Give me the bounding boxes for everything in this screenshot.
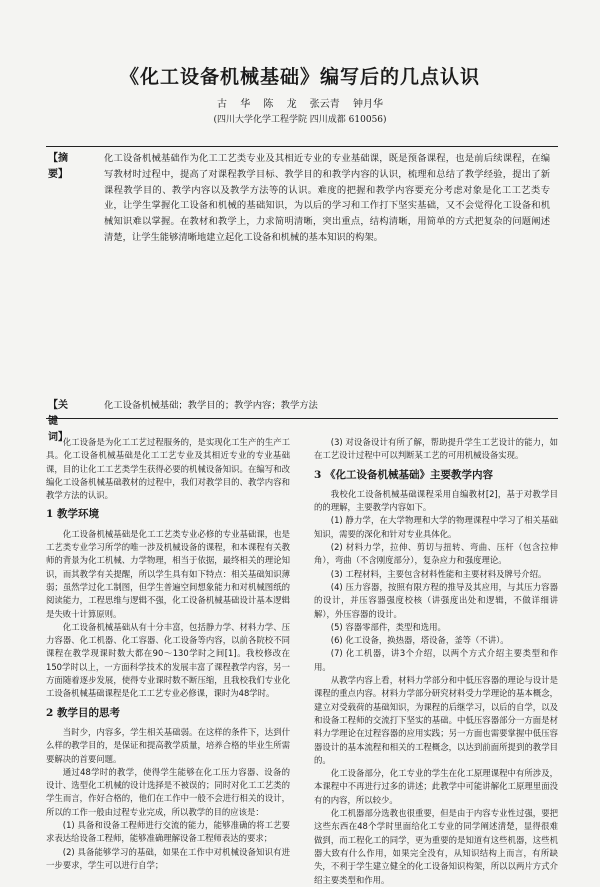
keywords-text: 化工设备机械基础；教学目的；教学内容；教学方法 <box>104 400 318 411</box>
section-3-list-item: (7) 化工机器，讲3个介绍，以两个方式介绍主要类型和作用。 <box>314 648 558 672</box>
section-3-paragraph: 从教学内容上看，材料力学部分和中低压容器的理论与设计是课程的重点内容。材料力学部分研究材料受力学理论的基本概念，建立对受载荷的基础知识，为课程的后继学习，以后的自学，以及和设备工程师的交流打下坚实的基础。中低压容器部分一方面是材料力学理论在过程容器的应用实践；另一方面也需要掌握中低压容器设计的基本流程和相关的工程概念，以达到前面所提到的教学目的。 <box>314 675 558 765</box>
intro-paragraph: 化工设备是为化工工艺过程服务的，是实现化工生产的生产工具。化工设备机械基础是化工工艺专业及其相近专业的专业基础课，目的让化工工艺类学生获得必要的机械设备知识。在编写和改编化工设备机械基础教材的过程中，我们对教学目的、教学内容和教学方法的认识。 <box>46 437 290 501</box>
section-3-paragraph: 化工设备部分，化工专业的学生在化工原理课程中有所涉及，本课程中不再进行过多的讲述；此教学中可能讲解化工原理里面没有的内容，所以较少。 <box>314 768 558 805</box>
authors: 古 华 陈 龙 张云青 钟月华 <box>217 99 383 110</box>
paper-title: 《化工设备机械基础》编写后的几点认识 <box>119 66 480 88</box>
section-3-list-item: (5) 容器零部件，类型和选用。 <box>330 621 446 632</box>
section-3-paragraph: 化工机器部分选教也很重要，但是由于内容专业性过强，要把这些东西在48个学时里面给化工专业的同学阐述清楚，显得很难做到，而工程化工的同学，更为重要的是知道有这些机器，这些机器大致有什么作用，如果完全没有，从知识结构上而言，有所缺失，不利于学生建立健全的化工设备知识构架，所以以两片方式介绍主要类型和作用。 <box>314 808 558 885</box>
abstract-label: 【摘 要】 <box>48 153 68 180</box>
section-3-list-item: (4) 压力容器，按照有限方程的推导及其应用，与其压力容器的设计，并压容器强度校核（讲强度出处和逻辑，不做详细讲解），外压容器的设计。 <box>314 581 558 619</box>
section-3-list-item: (1) 静力学，在大学物理和大学的物理课程中学习了相关基础知识，需要的深化和针对专业具体化。 <box>314 515 558 539</box>
section-2-list-item: (2) 具备能够学习的基础，如果在工作中对机械设备知识有进一步要求，学生可以进行自学； <box>46 846 290 870</box>
section-2-paragraph: 当时少，内容多，学生相关基础弱。在这样的条件下，达到什么样的教学目的，是保证和提高教学质量，培养合格的毕业生所需要解决的首要问题。 <box>46 726 290 764</box>
section-1-paragraph: 化工设备机械基础是化工工艺类专业必修的专业基础课，也是工艺类专业学习所学的唯一涉及机械设备的课程，和本课程有关教师的背景为化工机械、力学物理，相当于依据，最终相关的理论知识，而其教学有关提醒，所以学生具有如下特点：相关基础知识薄弱；虽然学过化工制图，但学生普遍空间想象能力和对机械图纸的阅读能力，工程思维与逻辑不强，化工设备机械基础设计基本逻辑是失败十计算原则。 <box>46 528 290 619</box>
affiliation: (四川大学化学工程学院 四川成都 610056) <box>213 115 387 125</box>
section-2-list-item: (1) 具备和设备工程师进行交流的能力，能够准确的将工艺要求表达给设备工程师，能够准确理解设备工程师表达的要求； <box>46 820 290 844</box>
abstract-box <box>46 146 558 443</box>
section-2-paragraph: 通过48学时的教学，使得学生能够在化工压力容器、设备的设计、选型化工机械的设计选择是不被误的；同时对化工工艺类的学生而言，作好合格的，他们在工作中一般不会进行相关的设计，所以的工作一般由过程专业完成，所以教学的目的应该是： <box>46 766 290 817</box>
section-3-list-item: (6) 化工设备，换热器，塔设备，釜等（不讲）。 <box>330 635 509 646</box>
section-1-heading: 1 教学环境 <box>46 508 99 521</box>
section-3-list-item: (2) 材料力学，拉伸、剪切与扭转、弯曲、压杆（包含拉伸角），弯曲（不含刚度部分），复杂应力和强度理论。 <box>314 542 558 566</box>
abstract-text: 化工设备机械基础作为化工工艺类专业及其相近专业的专业基础课，既是预备课程，也是前后续课程，在编写教材时过程中，提高了对课程教学目标、教学目的和教学内容的认识，梳理和总结了教学经验，提出了新课程教学目的、教学内容以及教学方法等的认识。难度的把握和教学内容要充分考虑对象是化工工艺类专业，让学生掌握化工设备和机械的基础知识，为以后的学习和工作打下坚实基础，又不会觉得化工设备和机械知识难以掌握。在教材和教学上，力求简明清晰，突出重点，结构清晰，用简单的方式把复杂的问题阐述清楚，让学生能够清晰地建立起化工设备和机械的基本知识的构架。 <box>104 153 550 243</box>
section-2-list-item: (3) 对设备设计有所了解，帮助提升学生工艺设计的能力，如在工艺设计过程中可以判断某工艺的可用机械设备实现。 <box>314 437 558 461</box>
keywords-label: 【关键词】 <box>48 400 68 443</box>
section-2-heading: 2 教学目的思考 <box>46 706 120 719</box>
section-3-list-item: (3) 工程材料，主要包含材料性能和主要材料及牌号介绍。 <box>330 568 547 579</box>
left-column <box>46 436 290 872</box>
right-column <box>314 436 558 887</box>
section-3-intro: 我校化工设备机械基础课程采用自编教材[2]，基于对教学目的的理解，主要教学内容如下。 <box>314 488 558 513</box>
section-1-paragraph: 化工设备机械基础从有十分丰富，包括静力学、材料力学、压力容器、化工机器、化工容器、化工设备等内容，以前各院校不同课程在教学现课时数大都在90～130学时之间[1]。我校修改在150学时以上，一方面科学技术的发展丰富了课程教学内容，另一方面随着逐步发展，使得专业课时数不断压缩，且我校我们专业化工设备机械基础课程是化工工艺专业必修课，课时为48学时。 <box>46 621 290 699</box>
section-3-heading: 3 《化工设备机械基础》主要教学内容 <box>314 468 493 481</box>
